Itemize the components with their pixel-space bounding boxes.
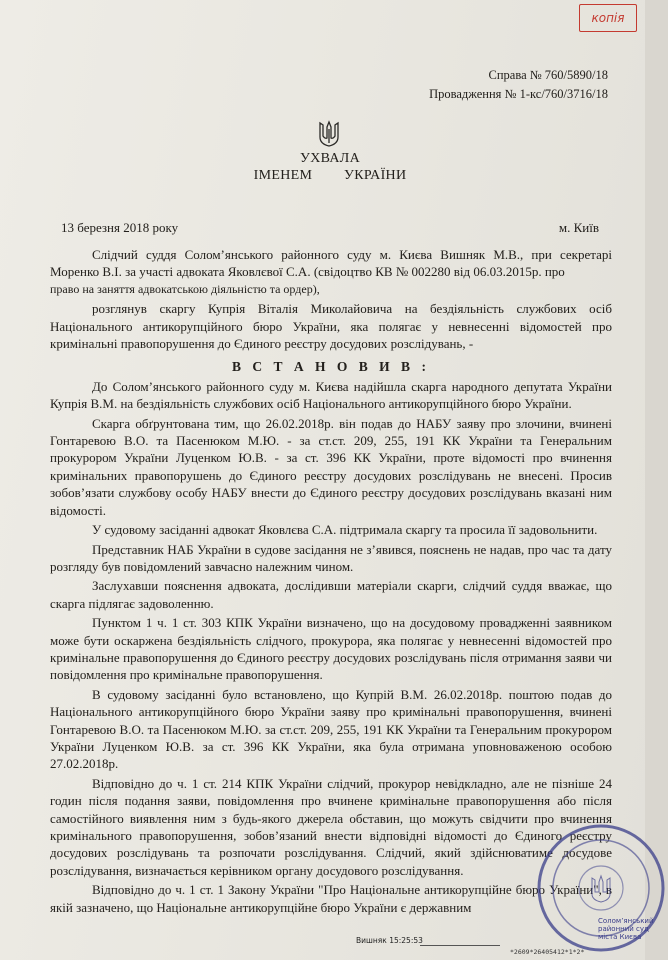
paragraph: Скарга обґрунтована тим, що 26.02.2018р. він подав до НАБУ заяву про злочини, вчинені Гонтаревою В.О. та Пасенюком М.Ю. - за ст.ст. 209, 255, 191 КК України та Генеральним прокурором України Луценком Ю.В. - за ст. 396 КК України, проте відомості про вчинення кримінальних правопорушень до Єдиного реєстру досудових розслідувань не внесені. Просив зобов’язати службову особу НАБУ внести до Єдиного реєстру досудових розслідувань вказані ним відомості. (50, 415, 612, 518)
document-city: м. Київ (558, 220, 599, 235)
copy-stamp (579, 4, 637, 32)
copy-stamp-label: копія (591, 11, 625, 25)
paragraph: Заслухавши пояснення адвоката, дослідивши матеріали скарги, слідчий суддя вважає, що скарга підлягає задоволенню. (50, 578, 612, 611)
intro-paragraph-1-continuation: право на заняття адвокатською діяльністю та ордер), (50, 281, 320, 296)
signature-label: Вишняк 15:25:53 (356, 936, 423, 945)
document-date: 13 березня 2018 року (61, 220, 179, 235)
proceeding-number: Провадження № 1-кс/760/3716/18 (429, 87, 608, 101)
document-subtitle: ІМЕНЕМ УКРАЇНИ (253, 168, 407, 183)
paragraph: До Солом’янського районного суду м. Києва надійшла скарга народного депутата України Купрія В.М. на бездіяльність службових осіб Національного антикорупційного бюро України. (50, 378, 612, 412)
paragraph: Відповідно до ч. 1 ст. 1 Закону України "Про Національне антикорупційне бюро України", в якій зазначено, що Національне антикорупційне бюро України є державним (50, 882, 612, 915)
case-reference (429, 66, 608, 104)
barcode-code: *2609*26405412*1*2* (510, 948, 585, 956)
seal-caption: Солом’янський районний суд міста Києва (598, 917, 654, 941)
signature-line (420, 936, 500, 946)
paragraph: В судовому засіданні було встановлено, що Купрій В.М. 26.02.2018р. поштою подав до Національного антикорупційного бюро України заяву про кримінальні правопорушення, вчинені Гонтаревою В.О. та Пасенюком М.Ю. за ст.ст. 209, 255, 191 КК України та Генеральним прокурором України Луценком Ю.В. за ст. 396 КК України, яка була отримана уповноваженою особою 27.02.2018р. (50, 686, 612, 772)
case-number: Справа № 760/5890/18 (488, 68, 608, 82)
paragraph: Відповідно до ч. 1 ст. 214 КПК України слідчий, прокурор невідкладно, але не пізніше 24 годин після подання заяви, повідомлення про вчинене кримінальне правопорушення або після самостійного виявлення ним з будь-якого джерела обставин, що можуть свідчити про вчинення кримінального правопорушення, зобов’язаний внести відповідні відомості до Єдиного реєстру досудових розслідувань та розпочати розслідування. Слідчий, який здійснюватиме досудове розслідування, визначається керівником органу досудового розслідування. (50, 775, 612, 878)
intro-paragraph-1: Слідчий суддя Солом’янського районного суду м. Києва Вишняк М.В., при секретарі Моренко В.І. за участі адвоката Яковлєвої С.А. (свідоцтво КВ № 002280 від 06.03.2015р. про (50, 247, 612, 280)
section-title: В С Т А Н О В И В : (232, 359, 430, 375)
intro-paragraph-2: розглянув скаргу Купрія Віталія Миколайовича на бездіяльність службових осіб Національного антикорупційного бюро України, яка полягає у невнесенні відомостей про кримінальні правопорушення до Єдиного реєстру досудових розслідувань, - (50, 301, 612, 352)
paragraph: Пунктом 1 ч. 1 ст. 303 КПК України визначено, що на досудовому провадженні заявником може бути оскаржена бездіяльність слідчого, прокурора, яка полягає у невнесенні відомостей про кримінальне правопорушення до Єдиного реєстру досудових розслідувань після отримання заяви чи повідомлення про кримінальне правопорушення. (50, 615, 612, 683)
paragraph: Представник НАБ України в судове засідання не з’явився, пояснень не надав, про час та дату розгляду був повідомлений завчасно належним чином. (50, 541, 612, 574)
trident-emblem-icon (318, 121, 340, 147)
document-title: УХВАЛА (300, 151, 360, 166)
paragraph: У судовому засіданні адвокат Яковлєва С.А. підтримала скаргу та просила її задовольнити. (92, 522, 598, 538)
